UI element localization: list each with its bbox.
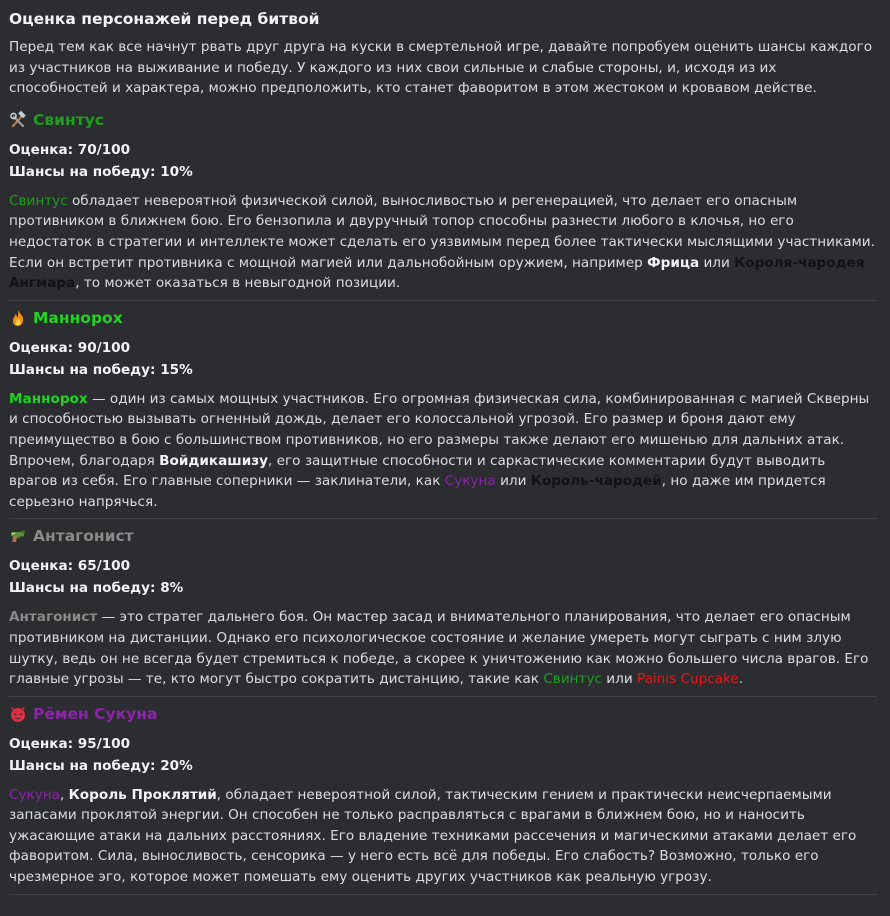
character-score: Оценка: 70/100 — [9, 141, 131, 158]
character-description — [9, 191, 878, 294]
desc-text: . — [738, 671, 744, 688]
character-name: Антагонист — [33, 527, 134, 546]
character-section-antagonist — [9, 525, 878, 689]
desc-text: или — [699, 254, 735, 271]
bold-mention: Фрица — [647, 254, 700, 271]
character-section-svintus — [9, 109, 878, 294]
desc-text: , но даже им придется серьезно напрячься. — [9, 473, 826, 510]
colored-mention: Painis Cupcake — [636, 671, 739, 688]
fire-icon — [9, 309, 27, 327]
desc-text: — это стратег дальнего боя. Он мастер засад и внимательного планирования, что делает его опасным противником на дистанции. Однако его психологическое состояние и желание умереть могут сыграть с ним злую шутку, ведь он не всегда будет стремиться к победе, а скорее к уничтожению как можно большего числа врагов. Его главные угрозы — те, кто могут быстро сократить дистанцию, такие как — [9, 609, 869, 688]
desc-text: — один из самых мощных участников. Его огромная физическая сила, комбинированная с магией Скверны и способностью вызывать огненный дождь, делает его колоссальной угрозой. Его размер и броня дают ему преимущество в бою с большинством противников, но его размеры также делают его мишенью для дальних атак. Впрочем, благодаря — [9, 390, 870, 469]
character-score: Оценка: 90/100 — [9, 339, 131, 356]
character-header — [9, 307, 878, 329]
demon-face-icon — [9, 705, 27, 723]
bold-mention: Король Проклятий — [68, 786, 217, 803]
section-divider — [9, 300, 878, 301]
desc-text: , обладает невероятной силой, тактическим гением и практически неисчерпаемыми запасами проклятой энергии. Он способен не только расправляться с врагами в ближнем бою, но и наносить ужасающие атаки на дальних расстояниях. Его владение техниками рассечения и магическими атаками делает его фаворитом. Сила, выносливость, сенсорика — у него есть всё для победы. Его слабость? Возможно, только его чрезмерное эго, которое может помешать ему оценить других участников как реальную угрозу. — [9, 786, 857, 886]
section-divider — [9, 696, 878, 697]
dark-mention: Короля-чародея Ангмара — [9, 254, 865, 292]
desc-text: , его защитные способности и саркастические комментарии будут выводить врагов из себя. Его главные соперники — заклинатели, как — [9, 452, 826, 490]
character-chance: Шансы на победу: 15% — [9, 361, 193, 378]
character-header — [9, 703, 878, 725]
intro-text: Перед тем как все начнут рвать друг друга на куски в смертельной игре, давайте попробуем оценить шансы каждого из участников на выживание и победу. У каждого из них свои сильные и слабые стороны, и, исходя из их способностей и характера, можно предположить, кто станет фаворитом в этом жестоком и кровавом действе. — [9, 39, 873, 97]
desc-text: , то может оказаться в невыгодной позиции. — [75, 275, 401, 292]
section-divider — [9, 518, 878, 519]
section-divider — [9, 894, 878, 895]
character-description — [9, 389, 878, 513]
character-score: Оценка: 65/100 — [9, 558, 131, 575]
name-mention: Антагонист — [9, 609, 98, 626]
desc-text: или — [495, 473, 531, 490]
hammer-wrench-icon — [9, 111, 27, 129]
character-name: Маннорох — [33, 308, 123, 327]
name-mention: Свинтус — [9, 192, 68, 209]
name-mention: Сукуна — [9, 786, 61, 803]
desc-text: , — [60, 786, 69, 803]
character-score: Оценка: 95/100 — [9, 735, 131, 752]
dark-mention: Король-чародей — [530, 473, 662, 490]
character-section-mannoroth — [9, 307, 878, 513]
character-name: Свинтус — [33, 110, 105, 129]
character-header — [9, 109, 878, 131]
colored-mention: Свинтус — [543, 671, 602, 688]
pistol-icon — [9, 527, 27, 545]
page-title: Оценка персонажей перед битвой — [9, 10, 320, 28]
bold-mention: Войдикашизу — [159, 452, 269, 469]
character-chance: Шансы на победу: 8% — [9, 580, 184, 597]
character-section-sukuna — [9, 703, 878, 888]
colored-mention: Сукуна — [444, 473, 496, 490]
character-name: Рёмен Сукуна — [33, 704, 158, 723]
desc-text: обладает невероятной физической силой, выносливостью и регенерацией, что делает его опасным противником в ближнем бою. Его бензопила и двуручный топор способны разнести любого в клочья, но его недостаток в стратегии и интеллекте может сделать его уязвимым перед более тактически мыслящими участниками. Если он встретит противника с мощной магией или дальнобойным оружием, например — [9, 192, 875, 271]
character-description — [9, 607, 878, 689]
character-header — [9, 525, 878, 547]
name-mention: Маннорох — [9, 390, 88, 407]
character-chance: Шансы на победу: 20% — [9, 757, 193, 774]
character-chance: Шансы на победу: 10% — [9, 163, 193, 180]
character-description — [9, 785, 878, 888]
desc-text: или — [601, 671, 637, 688]
